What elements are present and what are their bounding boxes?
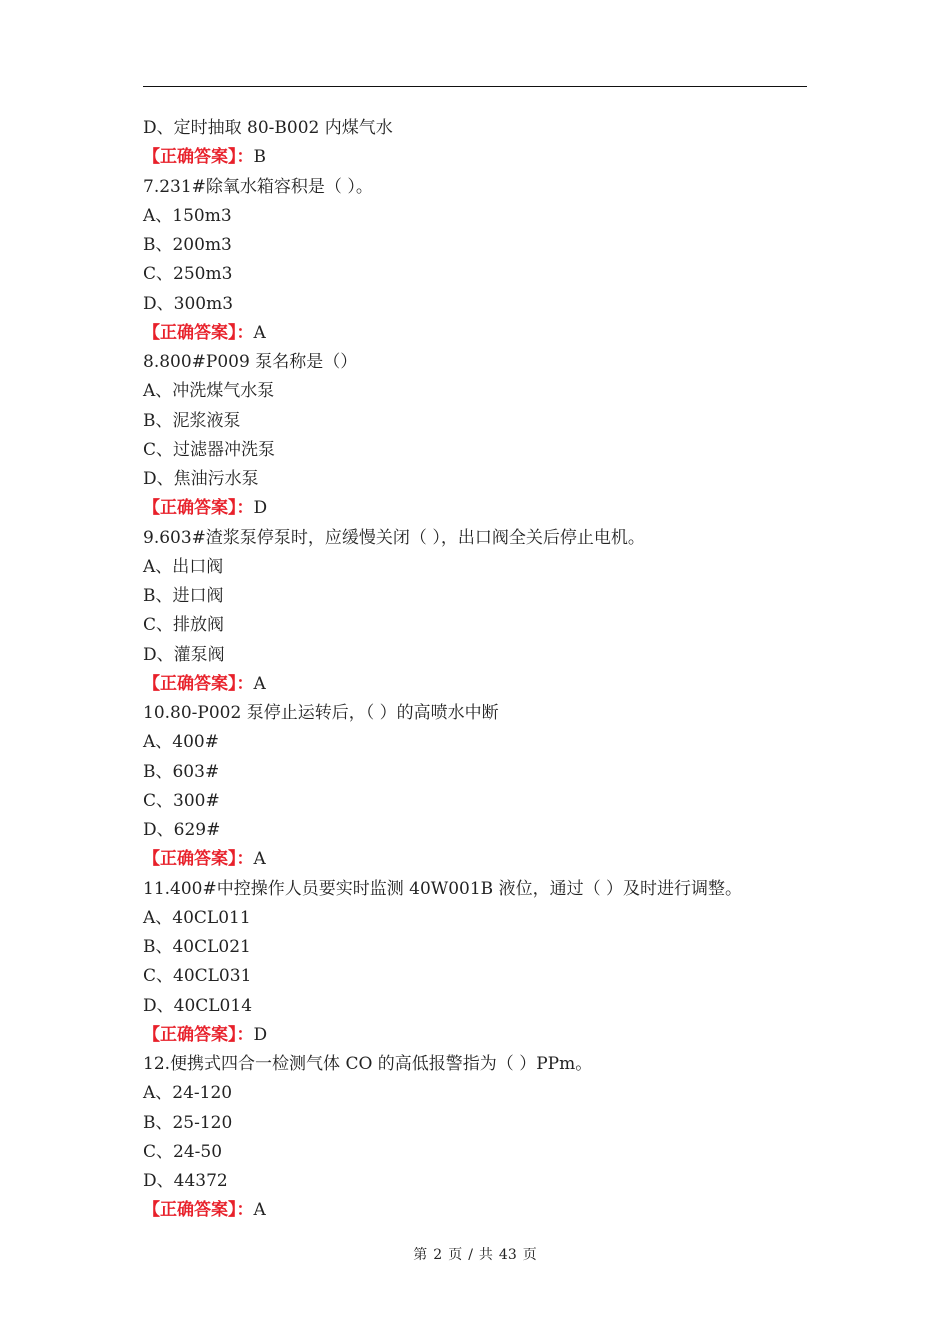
option-text: B、进口阀 — [143, 586, 224, 606]
question-text: 10.80-P002 泵停止运转后，（ ）的高喷水中断 — [143, 703, 499, 723]
footer-total-unit: 页 — [522, 1247, 537, 1263]
option-text: C、排放阀 — [143, 615, 225, 636]
answer-colon: ： — [236, 147, 254, 168]
option-text: A、冲洗煤气水泵 — [143, 381, 275, 402]
question-text: 8.800#P009 泵名称是（） — [143, 352, 358, 372]
question-text: 7.231#除氧水箱容积是（ ）。 — [143, 176, 373, 197]
option-text: A、24-120 — [143, 1083, 233, 1104]
option-text: D、焦油污水泵 — [143, 469, 259, 489]
option-text: B、603# — [143, 761, 220, 782]
option-text: A、出口阀 — [143, 556, 224, 577]
option-text: D、灌泵阀 — [143, 644, 225, 665]
option-text: D、629# — [143, 820, 221, 840]
answer-colon: ： — [236, 1200, 254, 1221]
footer-separator: / — [468, 1247, 473, 1263]
option-text: A、150m3 — [143, 205, 232, 226]
option-text: C、过滤器冲洗泵 — [143, 439, 276, 460]
page-footer — [0, 1244, 950, 1264]
question-text: 11.400#中控操作人员要实时监测 40W001B 液位，通过（ ）及时进行调整。 — [143, 878, 742, 899]
option-text: C、40CL031 — [143, 966, 252, 987]
answer-line — [143, 1021, 813, 1050]
option-text: C、24-50 — [143, 1141, 223, 1162]
answer-line — [143, 1196, 813, 1225]
footer-total-prefix: 共 — [478, 1247, 493, 1263]
answer-label: 【正确答案】 — [143, 147, 237, 168]
answer-colon: ： — [236, 498, 254, 519]
answer-value: D — [253, 1024, 268, 1045]
answer-line — [143, 494, 813, 523]
footer-page-number: 2 — [433, 1247, 443, 1263]
option-text: B、25-120 — [143, 1112, 233, 1133]
option-text: C、250m3 — [143, 264, 233, 285]
answer-colon: ： — [236, 322, 254, 343]
answer-value: A — [253, 322, 266, 343]
answer-label: 【正确答案】 — [143, 673, 237, 694]
footer-page-unit: 页 — [448, 1247, 463, 1263]
answer-colon: ： — [236, 1024, 254, 1045]
answer-value: D — [253, 498, 268, 519]
answer-line — [143, 319, 813, 348]
footer-total-pages: 43 — [498, 1247, 517, 1263]
answer-value: B — [253, 147, 266, 168]
option-text: A、40CL011 — [143, 907, 251, 928]
answer-label: 【正确答案】 — [143, 498, 237, 519]
answer-line — [143, 143, 813, 172]
footer-prefix: 第 — [413, 1247, 428, 1263]
answer-value: A — [253, 849, 266, 870]
option-text: A、400# — [143, 732, 219, 753]
option-text: D、定时抽取 80-B002 内煤气水 — [143, 118, 393, 138]
header-rule — [143, 86, 807, 87]
answer-value: A — [253, 673, 266, 694]
answer-line — [143, 670, 813, 699]
document-body — [143, 114, 813, 1226]
answer-label: 【正确答案】 — [143, 1200, 237, 1221]
answer-value: A — [253, 1200, 266, 1221]
option-text: D、44372 — [143, 1171, 228, 1191]
question-text: 9.603#渣浆泵停泵时，应缓慢关闭（ ），出口阀全关后停止电机。 — [143, 527, 645, 548]
answer-line — [143, 845, 813, 874]
question-text: 12.便携式四合一检测气体 CO 的高低报警指为（ ）PPm。 — [143, 1054, 593, 1074]
option-text: B、200m3 — [143, 235, 232, 255]
option-text: B、泥浆液泵 — [143, 410, 241, 431]
answer-colon: ： — [236, 849, 254, 870]
option-text: D、40CL014 — [143, 995, 253, 1016]
answer-colon: ： — [236, 673, 254, 694]
option-text: B、40CL021 — [143, 937, 251, 957]
option-text: C、300# — [143, 790, 220, 811]
answer-label: 【正确答案】 — [143, 322, 237, 343]
answer-label: 【正确答案】 — [143, 1024, 237, 1045]
option-text: D、300m3 — [143, 293, 234, 314]
answer-label: 【正确答案】 — [143, 849, 237, 870]
